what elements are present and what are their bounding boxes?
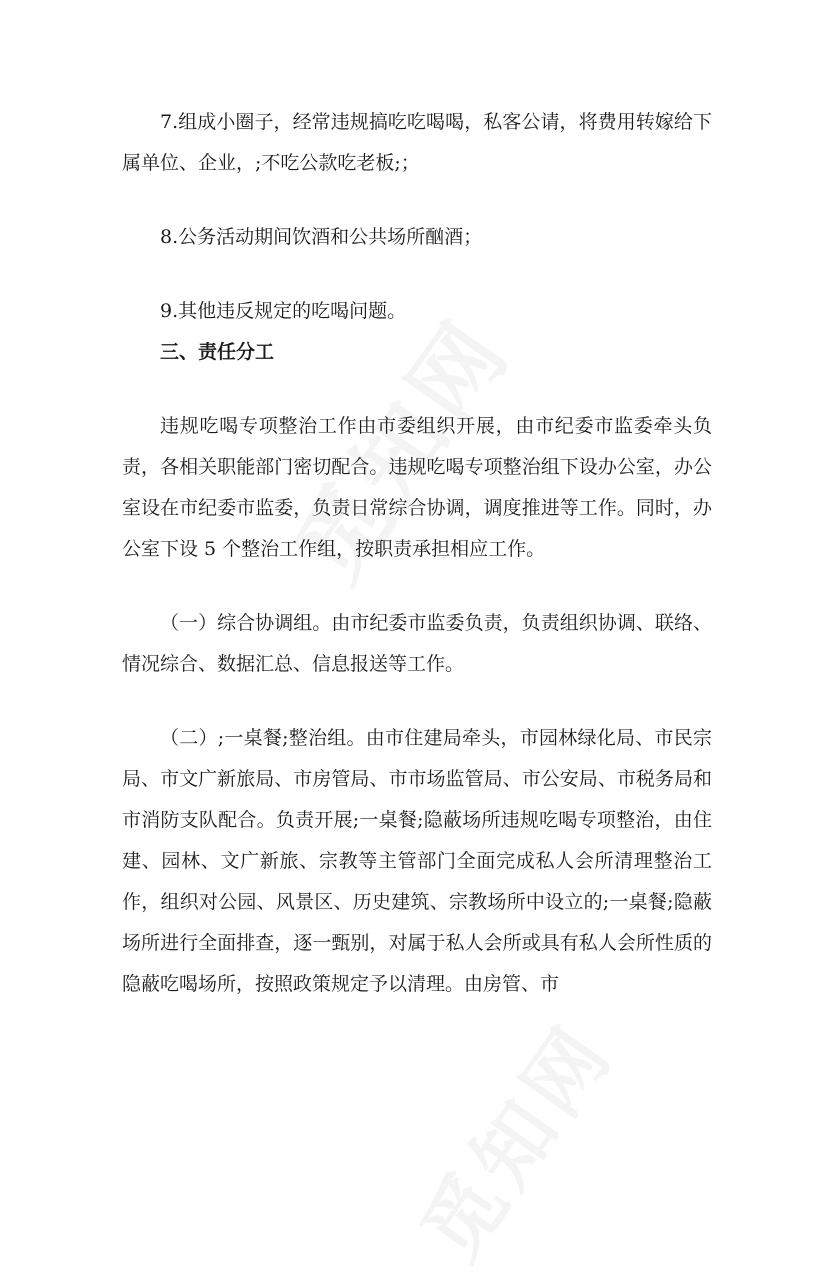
paragraph-item-9: 9.其他违反规定的吃喝问题。 xyxy=(160,300,407,322)
document-body xyxy=(122,102,712,1005)
watermark xyxy=(389,996,635,1278)
paragraph-group-2: （二）;一桌餐;整治组。由市住建局牵头，市园林绿化局、市民宗局、市文广新旅局、市房管局、市市场监管局、市公安局、市税务局和市消防支队配合。负责开展;一桌餐;隐蔽场所违规吃喝专项整治，由住建、园林、文广新旅、宗教等主管部门全面完成私人会所清理整治工作，组织对公园、风景区、历史建筑、宗教场所中设立的;一桌餐;隐蔽场所进行全面排查，逐一甄别，对属于私人会所或具有私人会所性质的隐蔽吃喝场所，按照政策规定予以清理。由房管、市 xyxy=(122,727,712,995)
paragraph-item-8: 8.公务活动期间饮酒和公共场所酗酒； xyxy=(160,226,483,248)
paragraph-responsibility: 违规吃喝专项整治工作由市委组织开展，由市纪委市监委牵头负责，各相关职能部门密切配合。违规吃喝专项整治组下设办公室，办公室设在市纪委市监委，负责日常综合协调，调度推进等工作。同时，办公室下设 5 个整治工作组，按职责承担相应工作。 xyxy=(122,415,712,560)
paragraph-group-1: （一）综合协调组。由市纪委市监委负责，负责组织协调、联络、情况综合、数据汇总、信息报送等工作。 xyxy=(122,612,712,675)
section-heading: 三、责任分工 xyxy=(160,341,275,363)
paragraph-item-7: 7.组成小圈子，经常违规搞吃吃喝喝，私客公请，将费用转嫁给下属单位、企业，;不吃公款吃老板;； xyxy=(122,111,712,174)
